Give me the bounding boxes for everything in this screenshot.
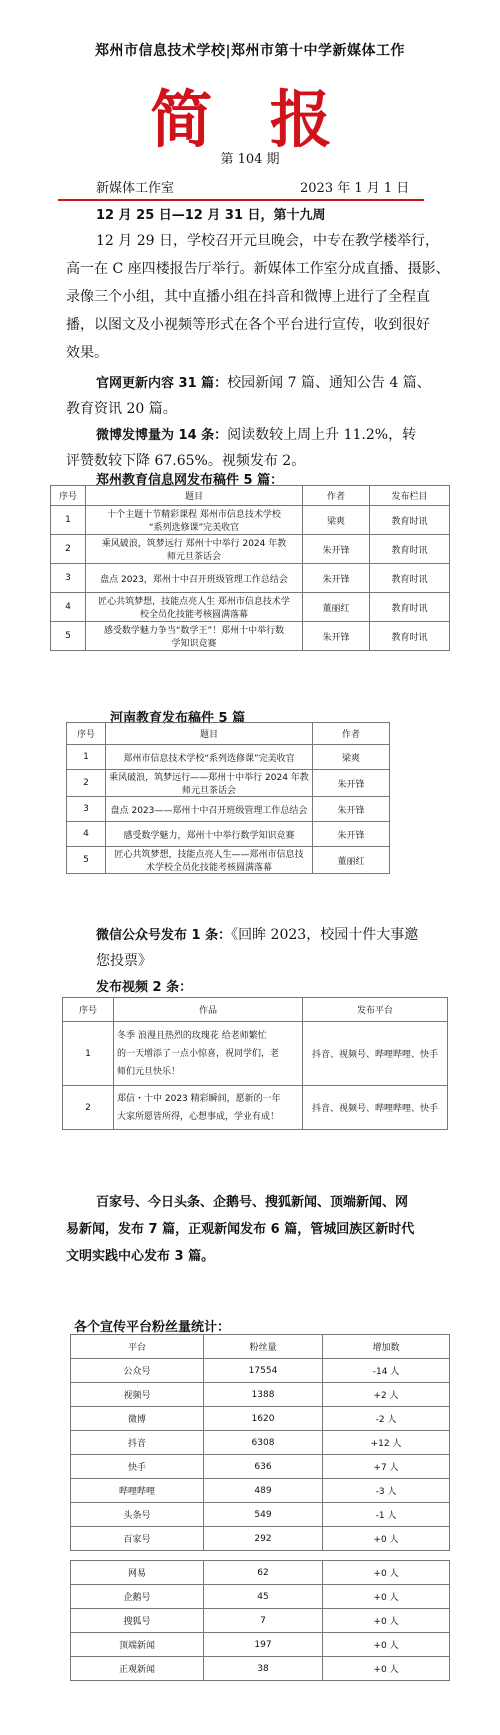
platform-name: 正观新闻	[71, 1657, 204, 1681]
title-line: 师元旦茶话会	[166, 552, 221, 562]
table-row	[71, 1633, 450, 1657]
zz-table-title: 郑州教育信息网发布稿件 5 篇：	[96, 473, 284, 488]
table-row	[71, 1657, 450, 1681]
organization-name: 郑州市信息技术学校|郑州市第十中学新媒体工作	[94, 43, 406, 59]
office-name: 新媒体工作室	[96, 181, 175, 196]
table-row	[71, 1431, 450, 1455]
article-title	[106, 745, 313, 770]
fan-count: 197	[204, 1633, 323, 1657]
platform-name: 快手	[71, 1455, 204, 1479]
fan-count: 549	[204, 1503, 323, 1527]
table-row	[63, 1086, 448, 1130]
fan-change: +0 人	[323, 1609, 450, 1633]
week-range: 12 月 25 日—12 月 31 日，第十九周	[96, 208, 326, 223]
platform-name: 公众号	[71, 1359, 204, 1383]
weibo-detail: 阅读数较上周上升 11.2%，转	[227, 427, 417, 443]
fan-change: +0 人	[323, 1657, 450, 1681]
article-author: 朱开锋	[303, 622, 370, 651]
fan-change: +7 人	[323, 1455, 450, 1479]
platform-name: 网易	[71, 1561, 204, 1585]
table-row	[63, 1022, 448, 1086]
video-platforms: 抖音、视频号、哔哩哔哩、快手	[303, 1022, 448, 1086]
article-author: 梁爽	[303, 506, 370, 535]
fan-change: +0 人	[323, 1527, 450, 1551]
table-header-row	[51, 486, 450, 506]
table-row	[51, 593, 450, 622]
col-header: 粉丝量	[204, 1335, 323, 1359]
col-header: 作者	[313, 723, 390, 745]
weibo-label: 微博发博量为 14 条：	[96, 428, 228, 443]
table-row	[71, 1585, 450, 1609]
fan-count: 7	[204, 1609, 323, 1633]
table-header-row	[67, 723, 390, 745]
video-table-title: 发布视频 2 条：	[96, 980, 193, 995]
article-author: 朱开锋	[313, 770, 390, 797]
table-row	[67, 745, 390, 770]
fan-count: 38	[204, 1657, 323, 1681]
hn-table-title: 河南教育发布稿件 5 篇	[110, 711, 246, 726]
row-number: 5	[51, 622, 86, 651]
para1-line-3: 录像三个小组，其中直播小组在抖音和微博上进行了全程直	[66, 289, 430, 305]
title-line: “系列选修课”完美收官	[148, 523, 240, 533]
video-description	[114, 1022, 303, 1086]
platform-name: 企鹅号	[71, 1585, 204, 1609]
article-title	[86, 593, 303, 622]
article-title	[106, 770, 313, 797]
table-row	[67, 770, 390, 797]
desc-line: 师们元旦快乐！	[117, 1066, 181, 1077]
table-header-row	[71, 1335, 450, 1359]
fan-count: 45	[204, 1585, 323, 1609]
table-row	[71, 1503, 450, 1527]
platform-name: 哔哩哔哩	[71, 1479, 204, 1503]
title-line: 乘风破浪，筑梦远行——郑州十中举行 2024 年教	[109, 773, 309, 783]
col-header: 平台	[71, 1335, 204, 1359]
fan-change: -2 人	[323, 1407, 450, 1431]
weibo-line-2: 评赞数较下降 67.65%。视频发布 2。	[66, 453, 306, 469]
red-divider	[58, 199, 424, 201]
title-line: 师元旦茶话会	[181, 786, 236, 796]
title-line: 盘点 2023，郑州十中召开班级管理工作总结会	[100, 574, 288, 585]
fan-change: +12 人	[323, 1431, 450, 1455]
row-number: 2	[67, 770, 106, 797]
desc-line: 郑信・十中 2023 精彩瞬间，愿新的一年	[117, 1093, 281, 1104]
desc-line: 的一天增添了一点小惊喜，祝同学们，老	[117, 1048, 280, 1059]
article-column: 教育时讯	[370, 564, 450, 593]
website-label: 官网更新内容 31 篇：	[96, 376, 228, 391]
title-line: 学知识竞赛	[171, 639, 217, 649]
table-row	[71, 1479, 450, 1503]
col-header: 序号	[63, 998, 114, 1022]
issue-number: 第 104 期	[220, 152, 280, 167]
article-author: 朱开锋	[303, 564, 370, 593]
fan-change: -14 人	[323, 1359, 450, 1383]
para1-line-4: 播，以图文及小视频等形式在各个平台进行宣传，收到很好	[66, 317, 430, 333]
fan-count: 292	[204, 1527, 323, 1551]
article-column: 教育时讯	[370, 593, 450, 622]
table-row	[71, 1407, 450, 1431]
platform-name: 微博	[71, 1407, 204, 1431]
row-number: 1	[63, 1022, 114, 1086]
desc-line: 冬季 浪漫且热烈的玫瑰花 给老师繁忙	[117, 1030, 267, 1041]
platforms-line-2: 易新闻，发布 7 篇，正观新闻发布 6 篇，管城回族区新时代	[66, 1222, 415, 1237]
table-row	[67, 797, 390, 822]
title-line: 感受数学魅力争当“数学王”！郑州十中举行数	[103, 626, 285, 636]
row-number: 4	[67, 822, 106, 847]
table-row	[71, 1383, 450, 1407]
title-line: 匠心共筑梦想，技能点亮人生 郑州市信息技术学	[98, 597, 290, 607]
row-number: 4	[51, 593, 86, 622]
title-line: 术学校全员化技能考核圆满落幕	[145, 863, 272, 873]
video-description	[114, 1086, 303, 1130]
fan-count: 1388	[204, 1383, 323, 1407]
article-column: 教育时讯	[370, 535, 450, 564]
hn-articles-table	[66, 722, 390, 874]
platform-name: 抖音	[71, 1431, 204, 1455]
article-title	[86, 622, 303, 651]
platform-name: 搜狐号	[71, 1609, 204, 1633]
row-number: 3	[67, 797, 106, 822]
platform-name: 顶端新闻	[71, 1633, 204, 1657]
platform-name: 头条号	[71, 1503, 204, 1527]
table-row	[51, 535, 450, 564]
website-line-2: 教育资讯 20 篇。	[66, 401, 177, 417]
wechat-label: 微信公众号发布 1 条：	[96, 928, 232, 943]
article-title	[106, 797, 313, 822]
row-number: 5	[67, 847, 106, 874]
fan-count: 62	[204, 1561, 323, 1585]
table-row	[67, 847, 390, 874]
row-number: 2	[51, 535, 86, 564]
title-line: 乘风破浪，筑梦远行 郑州十中举行 2024 年教	[101, 539, 287, 549]
wechat-line-2: 您投票》	[96, 953, 152, 969]
fans-table-a	[70, 1334, 450, 1551]
fan-count: 636	[204, 1455, 323, 1479]
article-title	[86, 506, 303, 535]
table-row	[71, 1359, 450, 1383]
fan-count: 1620	[204, 1407, 323, 1431]
table-header-row	[63, 998, 448, 1022]
fans-table-title: 各个宣传平台粉丝量统计：	[74, 1320, 231, 1335]
col-header: 增加数	[323, 1335, 450, 1359]
table-row	[51, 564, 450, 593]
weibo-line-1	[96, 424, 416, 447]
fan-change: +0 人	[323, 1585, 450, 1609]
article-title	[106, 822, 313, 847]
table-row	[71, 1527, 450, 1551]
table-row	[51, 506, 450, 535]
issue-date: 2023 年 1 月 1 日	[300, 181, 410, 196]
fan-change: -3 人	[323, 1479, 450, 1503]
website-line-1	[96, 372, 431, 395]
title-line: 感受数学魅力，郑州十中举行数学知识竞赛	[123, 830, 295, 841]
zz-articles-table	[50, 485, 450, 651]
table-row	[71, 1561, 450, 1585]
platforms-line-1: 百家号、今日头条、企鹅号、搜狐新闻、顶端新闻、网	[96, 1195, 409, 1210]
row-number: 1	[67, 745, 106, 770]
para1-line-1: 12 月 29 日，学校召开元旦晚会，中专在教学楼举行，	[96, 233, 439, 249]
title-line: 盘点 2023——郑州十中召开班级管理工作总结会	[110, 805, 308, 816]
row-number: 3	[51, 564, 86, 593]
article-author: 朱开锋	[303, 535, 370, 564]
wechat-line-1	[96, 924, 418, 947]
col-header: 作品	[114, 998, 303, 1022]
bulletin-title: 简 报	[150, 83, 350, 156]
row-number: 1	[51, 506, 86, 535]
col-header: 序号	[51, 486, 86, 506]
article-author: 董丽红	[313, 847, 390, 874]
wechat-detail: 《回眸 2023，校园十件大事邀	[231, 927, 419, 943]
article-title	[106, 847, 313, 874]
title-line: 十个主题十节精彩课程 郑州市信息技术学校	[107, 510, 281, 520]
website-detail: 校园新闻 7 篇、通知公告 4 篇、	[227, 375, 431, 391]
table-row	[67, 822, 390, 847]
article-column: 教育时讯	[370, 506, 450, 535]
col-header: 题目	[86, 486, 303, 506]
row-number: 2	[63, 1086, 114, 1130]
fan-change: +0 人	[323, 1561, 450, 1585]
col-header: 作者	[303, 486, 370, 506]
article-title	[86, 564, 303, 593]
fan-change: +0 人	[323, 1633, 450, 1657]
article-title	[86, 535, 303, 564]
article-author: 董丽红	[303, 593, 370, 622]
article-author: 朱开锋	[313, 822, 390, 847]
fan-count: 489	[204, 1479, 323, 1503]
fan-count: 6308	[204, 1431, 323, 1455]
platforms-line-3: 文明实践中心发布 3 篇。	[66, 1249, 215, 1264]
platform-name: 百家号	[71, 1527, 204, 1551]
video-table	[62, 997, 448, 1130]
title-line: 郑州市信息技术学校“系列选修课”完美收官	[123, 753, 295, 764]
video-platforms: 抖音、视频号、哔哩哔哩、快手	[303, 1086, 448, 1130]
table-row	[71, 1455, 450, 1479]
platform-name: 视频号	[71, 1383, 204, 1407]
para1-line-5: 效果。	[66, 345, 108, 361]
col-header: 发布平台	[303, 998, 448, 1022]
fan-change: +2 人	[323, 1383, 450, 1407]
col-header: 题目	[106, 723, 313, 745]
title-line: 匠心共筑梦想，技能点亮人生——郑州市信息技	[114, 850, 304, 860]
desc-line: 大家所愿皆所得，心想事成，学业有成！	[117, 1111, 280, 1122]
col-header: 序号	[67, 723, 106, 745]
col-header: 发布栏目	[370, 486, 450, 506]
table-row	[71, 1609, 450, 1633]
fan-change: -1 人	[323, 1503, 450, 1527]
table-row	[51, 622, 450, 651]
fan-count: 17554	[204, 1359, 323, 1383]
article-column: 教育时讯	[370, 622, 450, 651]
fans-table-b	[70, 1560, 450, 1681]
para1-line-2: 高一在 C 座四楼报告厅举行。新媒体工作室分成直播、摄影、	[66, 261, 450, 277]
article-author: 朱开锋	[313, 797, 390, 822]
title-line: 校全员化技能考核圆满落幕	[139, 610, 248, 620]
article-author: 梁爽	[313, 745, 390, 770]
